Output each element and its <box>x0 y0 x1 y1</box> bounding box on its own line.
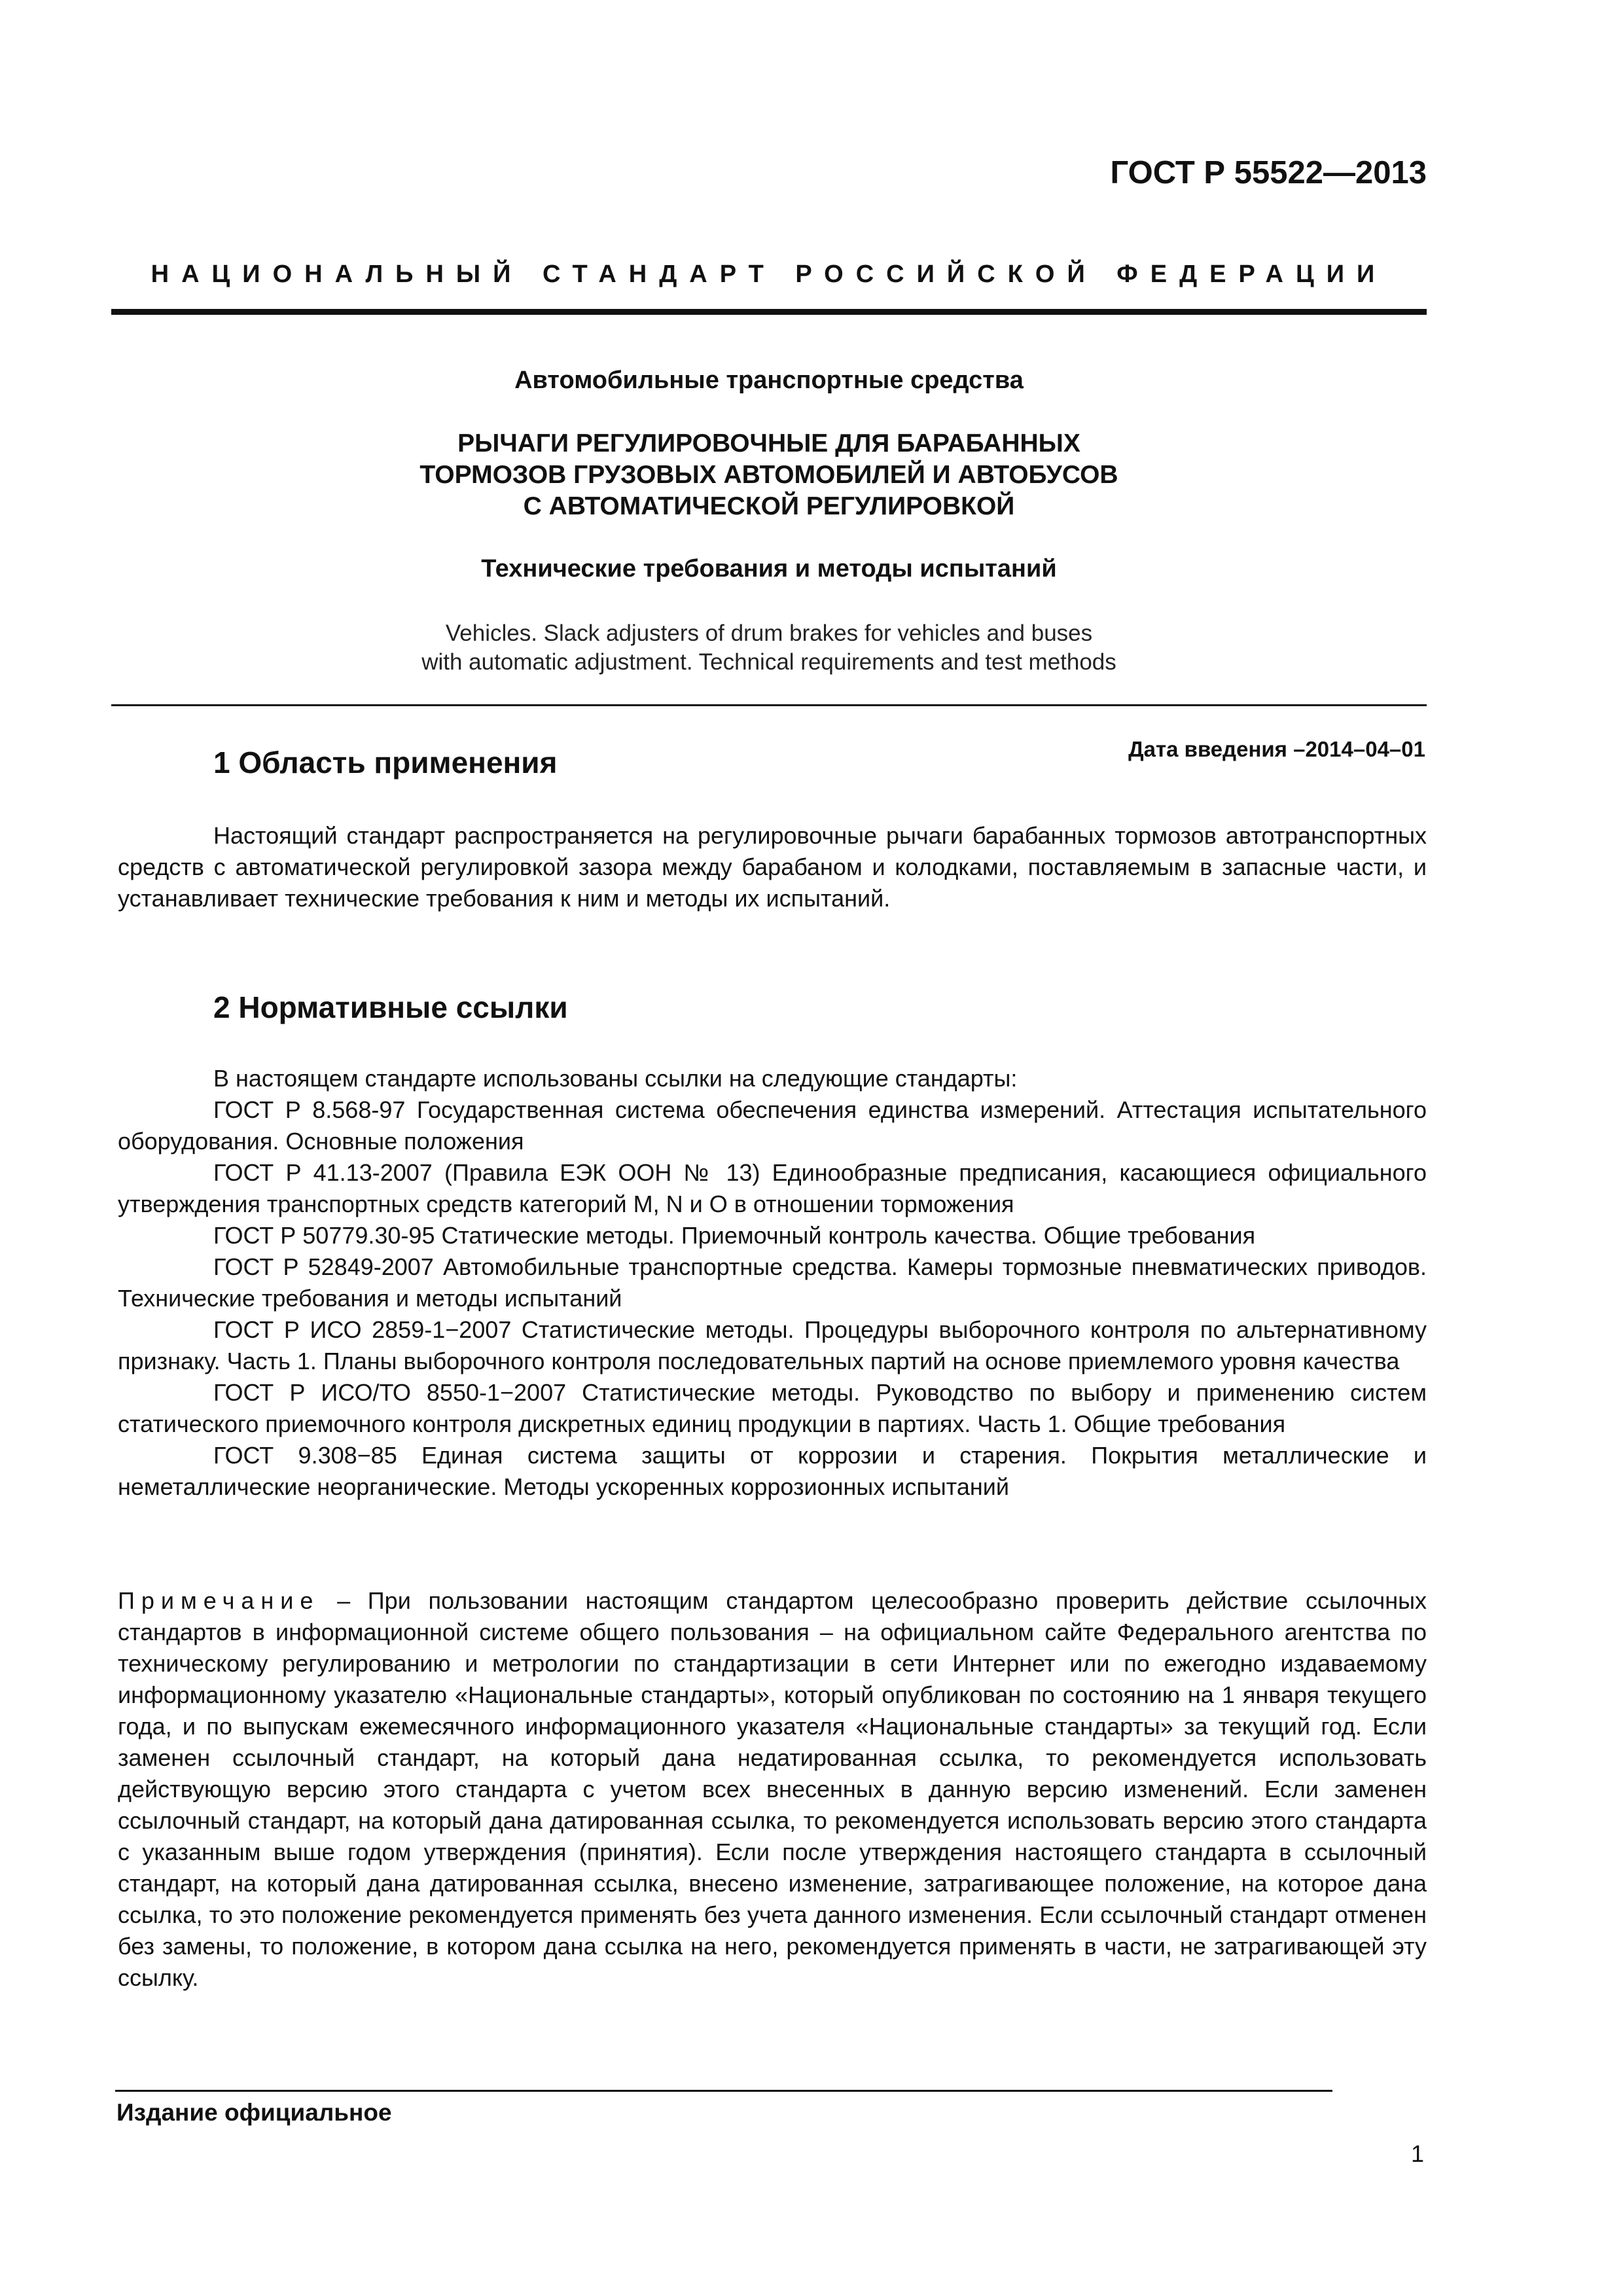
references-list <box>118 1063 1427 1503</box>
reference-item: ГОСТ Р 41.13-2007 (Правила ЕЭК ООН № 13) Единообразные предписания, касающиеся официального утверждения транспортных средств категорий M, N и O в отношении торможения <box>118 1159 1427 1217</box>
references-intro: В настоящем стандарте использованы ссылки на следующие стандарты: <box>213 1065 1018 1092</box>
reference-item: ГОСТ Р 52849-2007 Автомобильные транспортные средства. Камеры тормозные пневматических приводов. Технические требования и методы испытаний <box>118 1253 1427 1312</box>
english-title-line: Vehicles. Slack adjusters of drum brakes for vehicles and buses <box>445 620 1093 646</box>
document-subject: Автомобильные транспортные средства <box>514 367 1024 394</box>
scope-text <box>118 820 1427 914</box>
note-block <box>118 1585 1427 1994</box>
reference-item: ГОСТ Р 8.568-97 Государственная система обеспечения единства измерений. Аттестация испытательного оборудования. Основные положения <box>118 1096 1427 1155</box>
title-rule <box>111 704 1427 706</box>
note-text: – При пользовании настоящим стандартом целесообразно проверить действие ссылочных стандартов в информационной системе общего пользования – на официальном сайте Федерального агентства по техническому регулированию и метрологии по стандартизации в сети Интернет или по ежегодно издаваемому информационному указателю «Национальные стандарты», который опубликован по состоянию на 1 января текущего года, и по выпускам ежемесячного информационного указателя «Национальные стандарты» за текущий год. Если заменен ссылочный стандарт, на который дана недатированная ссылка, то рекомендуется использовать действующую версию этого стандарта с учетом всех внесенных в данную версию изменений. Если заменен ссылочный стандарт, на который дана датированная ссылка, то рекомендуется использовать версию этого стандарта с указанным выше годом утверждения (принятия). Если после утверждения настоящего стандарта в ссылочный стандарт, на который дана датированная ссылка, внесено изменение, затрагивающее положение, на которое дана ссылка, то это положение рекомендуется применять без учета данного изменения. Если ссылочный стандарт отменен без замены, то положение, в котором дана ссылка на него, рекомендуется применять в части, не затрагивающей эту ссылку. <box>118 1587 1427 1991</box>
section-heading-scope: 1 Область применения <box>213 745 558 780</box>
official-edition-label: Издание официальное <box>116 2099 392 2126</box>
english-title <box>111 619 1427 677</box>
note-label: Примечание <box>118 1587 320 1614</box>
reference-item: ГОСТ Р 50779.30-95 Статические методы. Приемочный контроль качества. Общие требования <box>213 1222 1256 1249</box>
header-rule <box>111 309 1427 315</box>
title-line: ТОРМОЗОВ ГРУЗОВЫХ АВТОМОБИЛЕЙ И АВТОБУСОВ <box>419 461 1118 489</box>
title-line: С АВТОМАТИЧЕСКОЙ РЕГУЛИРОВКОЙ <box>523 492 1015 520</box>
footer-rule <box>115 2090 1332 2092</box>
national-standard-banner: НАЦИОНАЛЬНЫЙ СТАНДАРТ РОССИЙСКОЙ ФЕДЕРАЦИИ <box>151 260 1387 288</box>
section-heading-references: 2 Нормативные ссылки <box>213 990 568 1024</box>
page-number: 1 <box>1410 2140 1424 2167</box>
introduction-date: Дата введения –2014–04–01 <box>1128 737 1425 761</box>
paragraph: Настоящий стандарт распространяется на регулировочные рычаги барабанных тормозов автотранспортных средств с автоматической регулировкой зазора между барабаном и колодками, поставляемым в запасные части, и устанавливает технические требования к ним и методы их испытаний. <box>118 822 1427 912</box>
note-paragraph <box>118 1585 1427 1994</box>
reference-item: ГОСТ Р ИСО/ТО 8550-1−2007 Статистические методы. Руководство по выбору и применению систем статического приемочного контроля дискретных единиц продукции в партиях. Часть 1. Общие требования <box>118 1379 1427 1437</box>
document-title <box>111 428 1427 522</box>
reference-item: ГОСТ 9.308−85 Единая система защиты от коррозии и старения. Покрытия металлические и неметаллические неорганические. Методы ускоренных коррозионных испытаний <box>118 1442 1427 1500</box>
document-subtitle: Технические требования и методы испытаний <box>481 555 1057 583</box>
reference-item: ГОСТ Р ИСО 2859-1−2007 Статистические методы. Процедуры выборочного контроля по альтернативному признаку. Часть 1. Планы выборочного контроля последовательных партий на основе приемлемого уровня качества <box>118 1316 1427 1374</box>
title-line: РЫЧАГИ РЕГУЛИРОВОЧНЫЕ ДЛЯ БАРАБАННЫХ <box>457 429 1080 457</box>
gost-number: ГОСТ Р 55522—2013 <box>1110 155 1427 190</box>
english-title-line: with automatic adjustment. Technical requirements and test methods <box>421 649 1116 675</box>
